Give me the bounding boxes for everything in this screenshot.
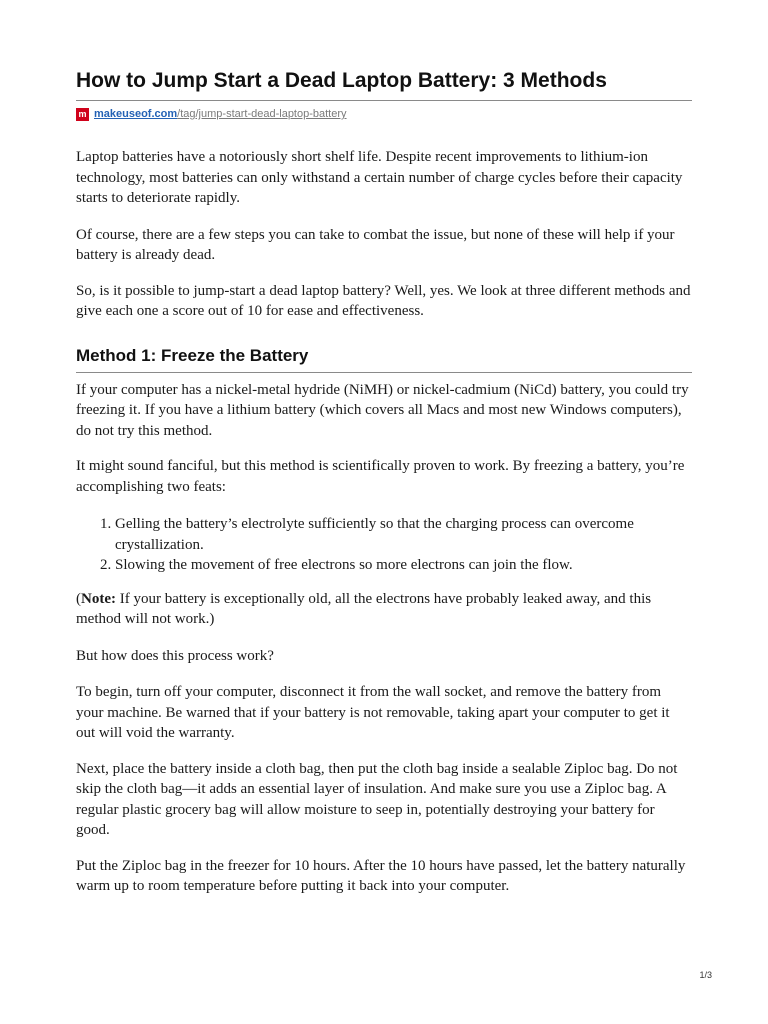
method1-paragraph-5: Next, place the battery inside a cloth bag, then put the cloth bag inside a sealable Ziploc bag. Do not skip the cloth bag—it adds an essential layer of insulation. And make sure you use a Ziploc bag. A regular plastic grocery bag will allow moisture to seep in, potentially destroying your battery for good.: [76, 760, 678, 838]
method1-heading: Method 1: Freeze the Battery: [76, 345, 309, 365]
method1-paragraph-4: To begin, turn off your computer, disconnect it from the wall socket, and remove the battery from your machine. Be warned that if your battery is not removable, taking apart your computer to get it out will void the warranty.: [76, 684, 670, 741]
source-link[interactable]: [76, 107, 692, 121]
intro-paragraph-3: So, is it possible to jump-start a dead laptop battery? Well, yes. We look at three different methods and give each one a score out of 10 for ease and effectiveness.: [76, 282, 691, 319]
list-item: 2. Slowing the movement of free electrons so more electrons can join the flow.: [115, 555, 692, 576]
list-item: 1. Gelling the battery’s electrolyte sufficiently so that the charging process can overcome crystallization.: [115, 514, 692, 555]
method1-paragraph-3: But how does this process work?: [76, 647, 274, 664]
method1-paragraph-2: It might sound fanciful, but this method is scientifically proven to work. By freezing a battery, you’re accomplishing two feats:: [76, 458, 685, 495]
page-number: 1/3: [699, 970, 712, 980]
article: [76, 0, 692, 897]
method1-paragraph-6: Put the Ziploc bag in the freezer for 10 hours. After the 10 hours have passed, let the battery naturally warm up to room temperature before putting it back into your computer.: [76, 857, 686, 894]
method1-paragraph-1: If your computer has a nickel-metal hydride (NiMH) or nickel-cadmium (NiCd) battery, you could try freezing it. If you have a lithium battery (which covers all Macs and most new Windows computers), do not try this method.: [76, 381, 689, 439]
makeuseof-logo-icon: m: [76, 108, 89, 121]
intro-paragraph-2: Of course, there are a few steps you can take to combat the issue, but none of these will help if your battery is already dead.: [76, 226, 675, 263]
heading-divider: [76, 372, 692, 373]
title-divider: [76, 100, 692, 101]
intro-paragraph-1: Laptop batteries have a notoriously short shelf life. Despite recent improvements to lithium-ion technology, most batteries can only withstand a certain number of charge cycles before their capacity starts to deteriorate rapidly.: [76, 149, 683, 206]
note-open-paren: (: [76, 590, 81, 607]
feats-list: [76, 514, 692, 576]
note-text: If your battery is exceptionally old, all the electrons have probably leaked away, and this method will not work.): [76, 590, 652, 627]
note-label: Note:: [81, 590, 116, 607]
note-paragraph: [76, 589, 692, 630]
article-title: How to Jump Start a Dead Laptop Battery: 3 Methods: [76, 69, 607, 92]
source-path[interactable]: /tag/jump-start-dead-laptop-battery: [177, 108, 347, 120]
source-domain[interactable]: makeuseof.com: [94, 108, 178, 120]
